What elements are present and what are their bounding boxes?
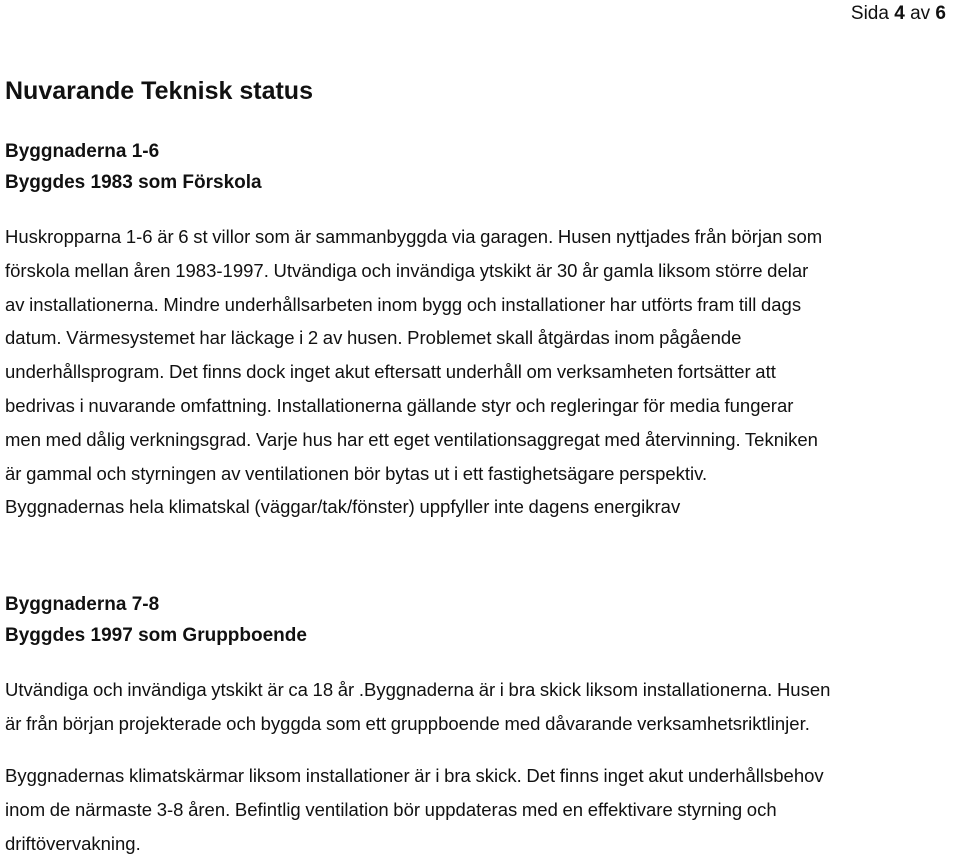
- paragraph-line: är från början projekterade och byggda som ett gruppboende med dåvarande verksamhetsriktlinjer.: [5, 712, 810, 734]
- page-separator: av: [910, 3, 931, 24]
- section1-paragraph: [5, 220, 955, 524]
- paragraph-line: driftövervakning.: [5, 832, 141, 854]
- page-prefix: Sida: [850, 3, 889, 24]
- paragraph-line: datum. Värmesystemet har läckage i 2 av husen. Problemet skall åtgärdas inom pågående: [5, 327, 742, 349]
- paragraph-line: Utvändiga och invändiga ytskikt är ca 18 år .Byggnaderna är i bra skick liksom installationerna. Husen: [5, 679, 831, 700]
- paragraph-line: Byggnadernas klimatskärmar liksom installationer är i bra skick. Det finns inget akut underhållsbehov: [5, 765, 824, 786]
- document-title: Nuvarande Teknisk status: [5, 77, 313, 105]
- page-number: [851, 2, 946, 26]
- paragraph-line: Huskropparna 1-6 är 6 st villor som är sammanbyggda via garagen. Husen nyttjades från början som: [5, 226, 823, 247]
- paragraph-line: av installationerna. Mindre underhållsarbeten inom bygg och installationer har utförts fram till dags: [5, 293, 802, 315]
- section2-heading-built: Byggdes 1997 som Gruppboende: [5, 625, 307, 646]
- paragraph-line: Byggnadernas hela klimatskal (väggar/tak/fönster) uppfyller inte dagens energikrav: [5, 496, 681, 518]
- section1-heading-buildings: Byggnaderna 1-6: [5, 141, 160, 162]
- section2-paragraph-1: [5, 673, 955, 741]
- section2-paragraph-2: [5, 759, 955, 860]
- page-current: 4: [894, 3, 905, 24]
- paragraph-line: inom de närmaste 3-8 åren. Befintlig ventilation bör uppdateras med en effektivare styrning och: [5, 798, 777, 820]
- paragraph-line: men med dålig verkningsgrad. Varje hus har ett eget ventilationsaggregat med återvinning. Tekniken: [5, 428, 818, 450]
- section1-heading-built: Byggdes 1983 som Förskola: [5, 172, 262, 193]
- section2-heading-buildings: Byggnaderna 7-8: [5, 594, 160, 615]
- paragraph-line: förskola mellan åren 1983-1997. Utvändiga och invändiga ytskikt är 30 år gamla liksom större delar: [5, 259, 809, 281]
- paragraph-line: underhållsprogram. Det finns dock inget akut eftersatt underhåll om verksamheten fortsätter att: [5, 361, 776, 383]
- page-total: 6: [935, 3, 946, 24]
- paragraph-line: bedrivas i nuvarande omfattning. Installationerna gällande styr och regleringar för media fungerar: [5, 394, 794, 416]
- paragraph-line: är gammal och styrningen av ventilationen bör bytas ut i ett fastighetsägare perspektiv.: [5, 462, 708, 484]
